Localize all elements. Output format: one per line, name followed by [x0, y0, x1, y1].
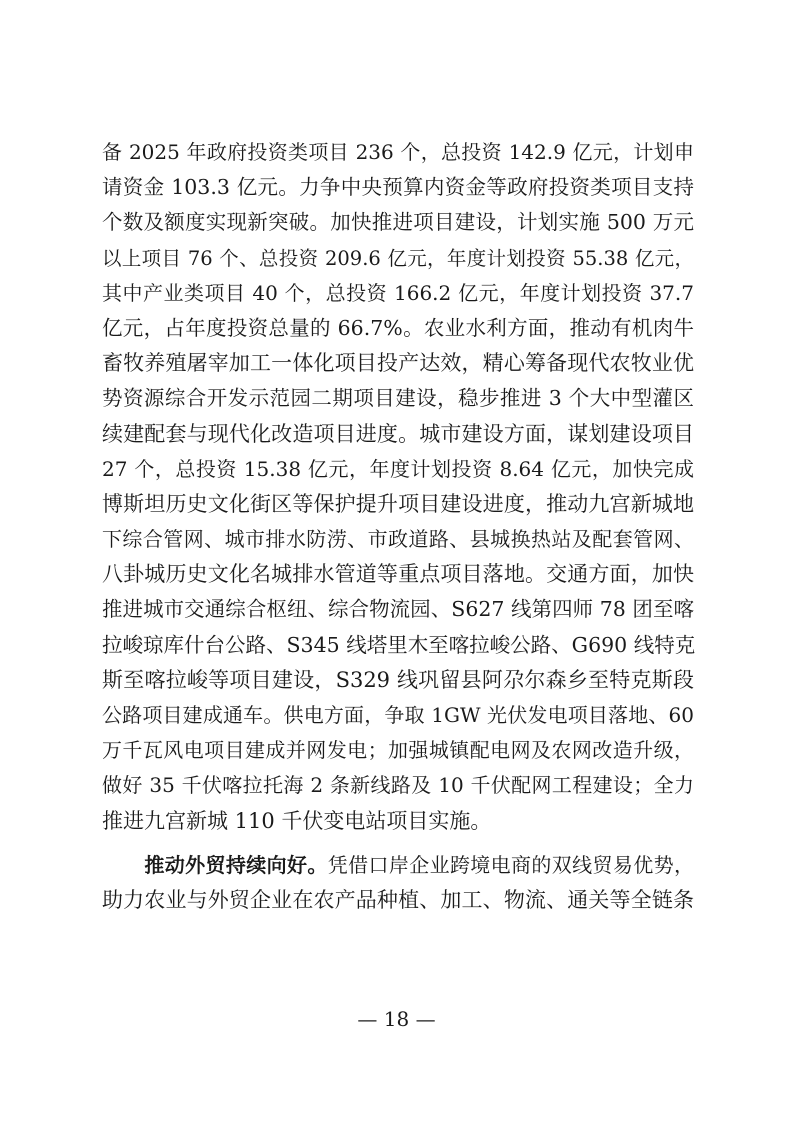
text-line: 请资金 103.3 亿元。力争中央预算内资金等政府投资类项目支持	[102, 175, 694, 200]
text-line: 其中产业类项目 40 个，总投资 166.2 亿元，年度计划投资 37.7	[102, 280, 694, 305]
text-line: 畜牧养殖屠宰加工一体化项目投产达效，精心筹备现代农牧业优	[102, 351, 694, 376]
text-line: 亿元，占年度投资总量的 66.7%。农业水利方面，推动有机肉牛	[102, 315, 694, 340]
text-line: 下综合管网、城市排水防涝、市政道路、县城换热站及配套管网、	[102, 527, 694, 552]
paragraph-lead-heading: 推动外贸持续向好。	[144, 852, 328, 877]
paragraph-foreign-trade	[102, 848, 694, 918]
text-line: 万千瓦风电项目建成并网发电；加强城镇配电网及农网改造升级，	[102, 738, 694, 763]
text-line: 个数及额度实现新突破。加快推进项目建设，计划实施 500 万元	[102, 210, 694, 235]
text-line: 续建配套与现代化改造项目进度。城市建设方面，谋划建设项目	[102, 421, 694, 446]
paragraph-spacer	[102, 839, 694, 848]
text-line: 助力农业与外贸企业在农产品种植、加工、物流、通关等全链条	[102, 887, 694, 912]
text-line: 备 2025 年政府投资类项目 236 个，总投资 142.9 亿元，计划申	[102, 140, 694, 164]
text-line: 博斯坦历史文化街区等保护提升项目建设进度，推动九宫新城地	[102, 491, 694, 516]
text-line: 拉峻琼库什台公路、S345 线塔里木至喀拉峻公路、G690 线特克	[102, 632, 696, 657]
text-line: 公路项目建成通车。供电方面，争取 1GW 光伏发电项目落地、60	[102, 703, 694, 727]
text-line: 以上项目 76 个、总投资 209.6 亿元，年度计划投资 55.38 亿元，	[102, 246, 694, 270]
text-line: 推进城市交通综合枢纽、综合物流园、S627 线第四师 78 团至喀	[102, 597, 694, 622]
text-line: 推进九宫新城 110 千伏变电站项目实施。	[102, 808, 492, 833]
paragraph-project-investment	[102, 135, 694, 839]
text-line-first	[102, 848, 694, 883]
text-line: 做好 35 千伏喀拉托海 2 条新线路及 10 千伏配网工程建设；全力	[102, 773, 694, 798]
text-line: 八卦城历史文化名城排水管道等重点项目落地。交通方面，加快	[102, 562, 694, 587]
text-line: 27 个，总投资 15.38 亿元，年度计划投资 8.64 亿元，加快完成	[102, 456, 694, 481]
text-line: 势资源综合开发示范园二期项目建设，稳步推进 3 个大中型灌区	[102, 386, 694, 411]
page-number: — 18 —	[357, 1007, 436, 1031]
text-line-rest: 凭借口岸企业跨境电商的双线贸易优势，	[327, 852, 695, 877]
text-line: 斯至喀拉峻等项目建设，S329 线巩留县阿尕尔森乡至特克斯段	[102, 667, 694, 692]
body-text	[102, 135, 694, 918]
